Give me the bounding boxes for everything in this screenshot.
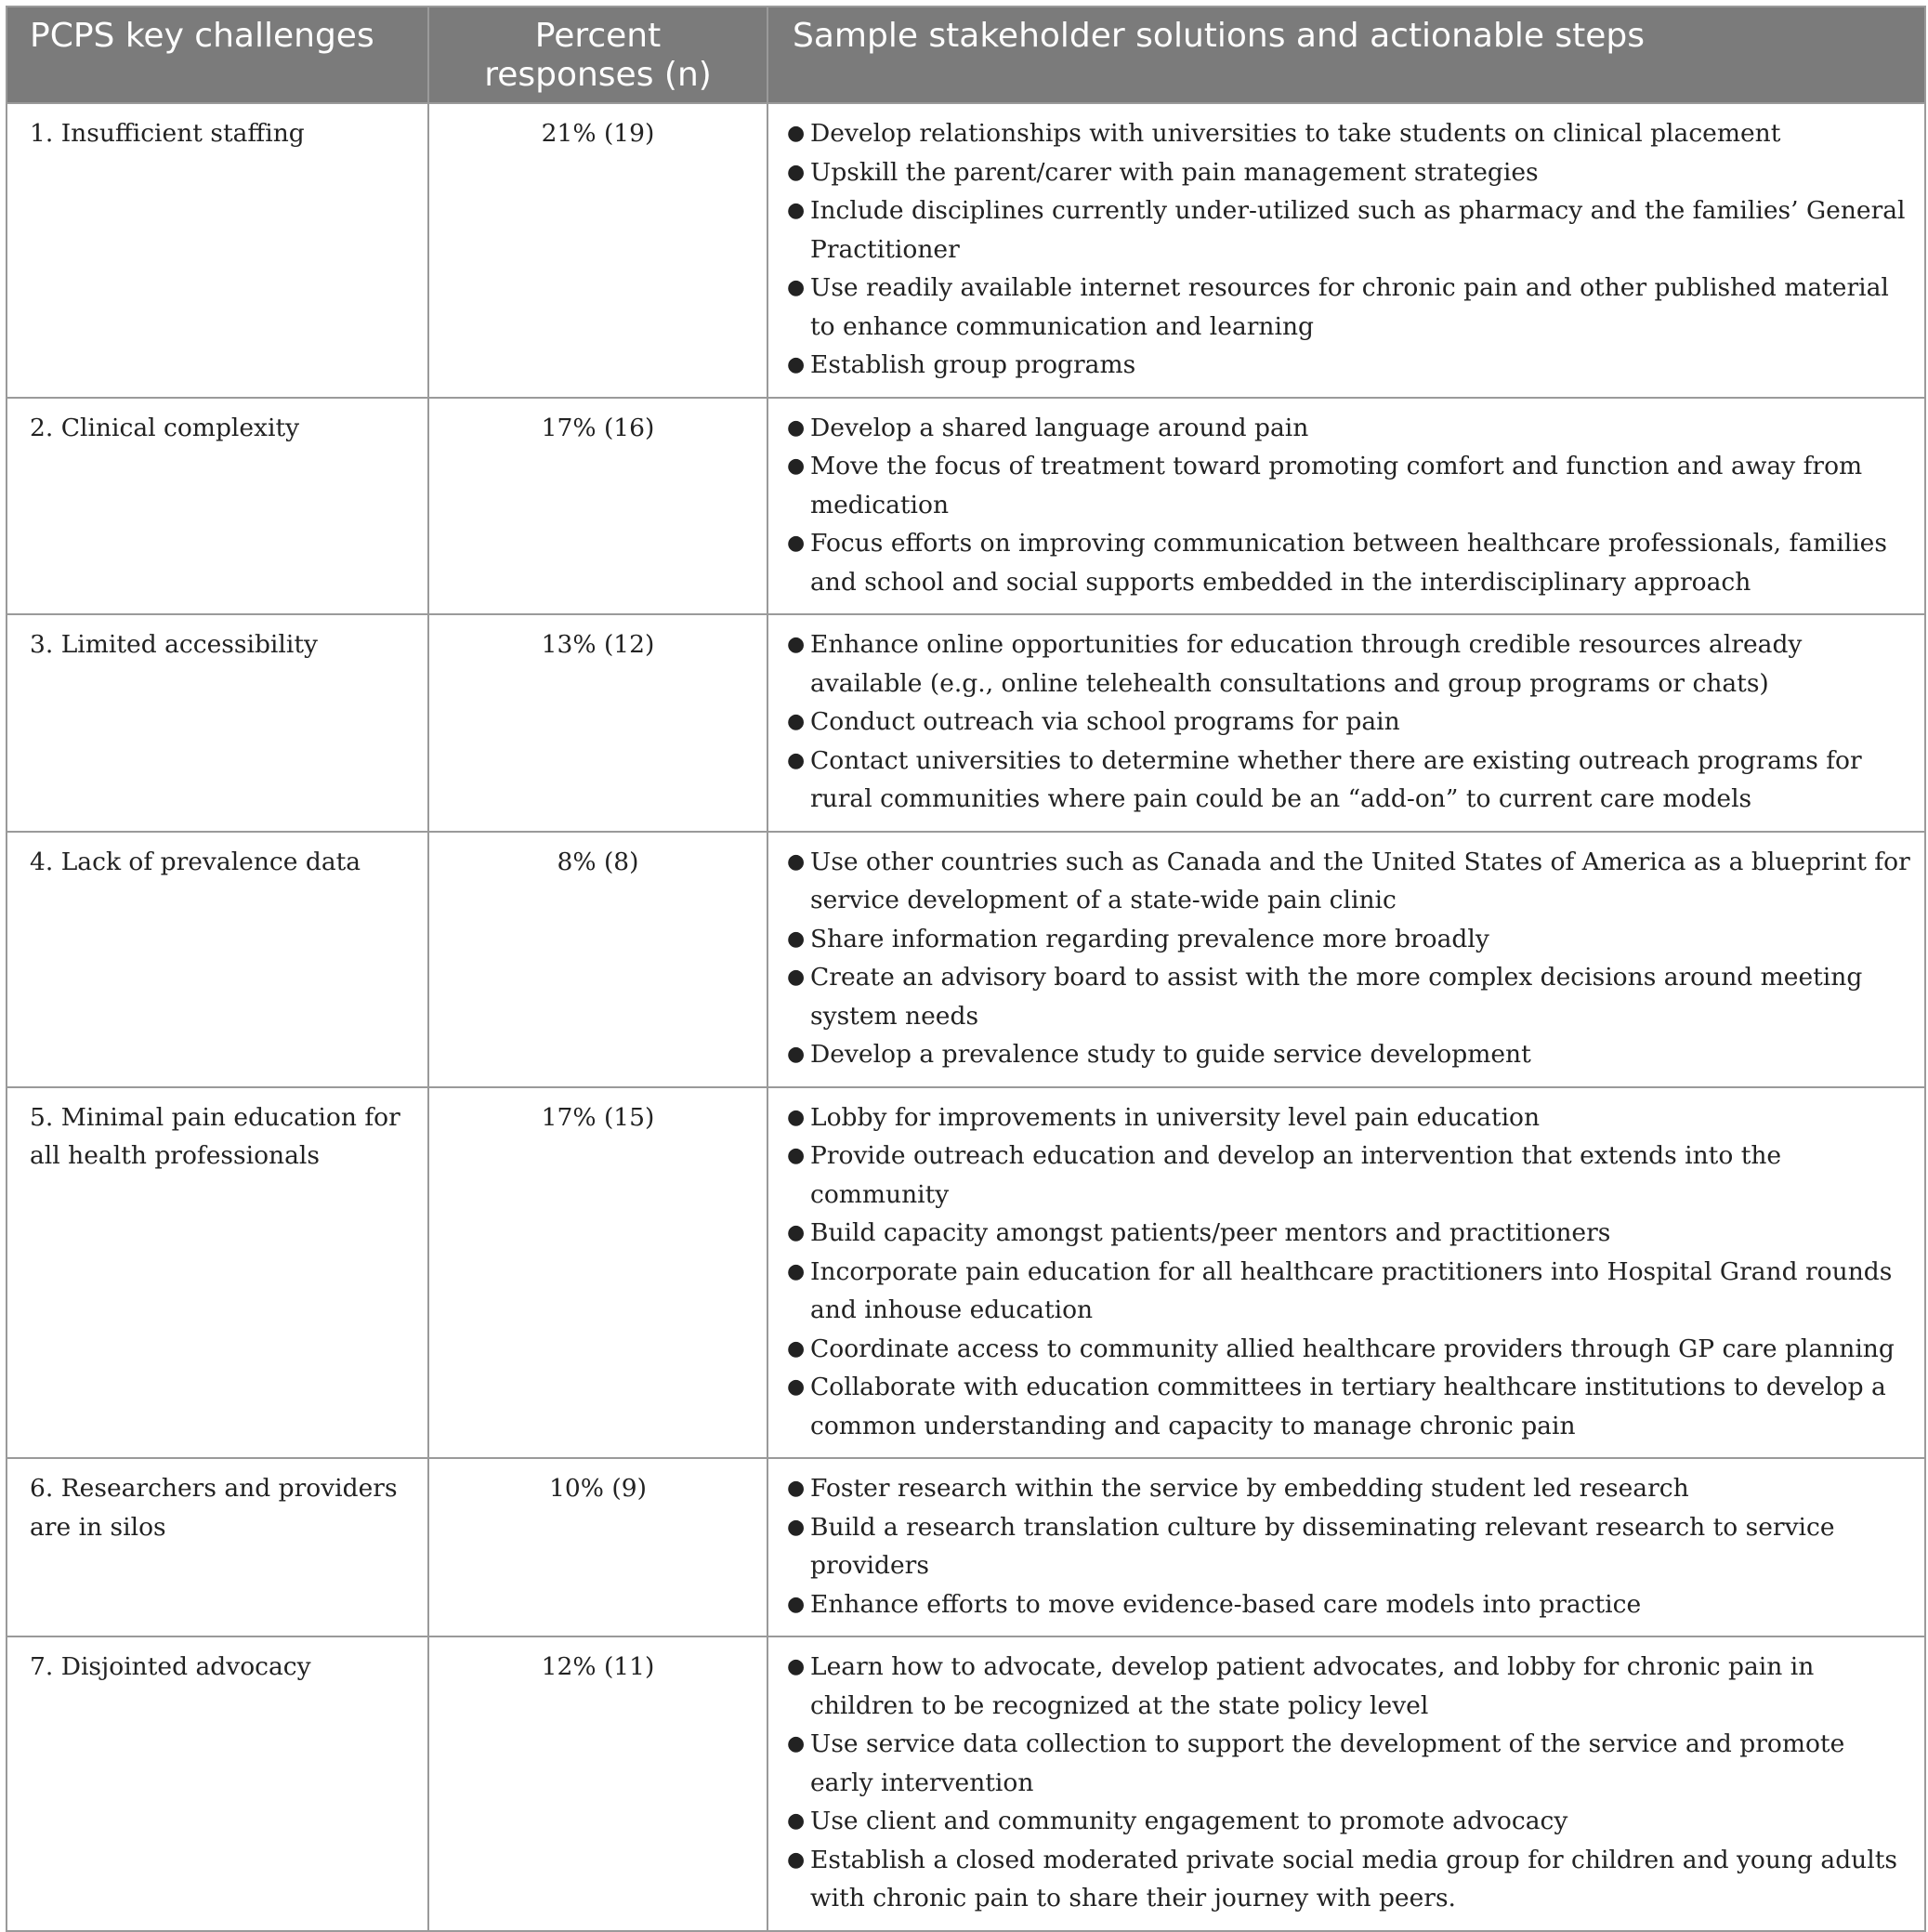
percent-cell: 13% (12) <box>428 614 767 832</box>
solution-text: Include disciplines currently under-utilized such as pharmacy and the families’ General Practitioner <box>810 196 1906 264</box>
solutions-list <box>785 1469 1911 1623</box>
list-item <box>785 1137 1911 1214</box>
list-item <box>785 153 1911 192</box>
solution-text: Learn how to advocate, develop patient advocates, and lobby for chronic pain in children to be recognized at the state policy level <box>810 1652 1815 1720</box>
header-percent: Percent responses (n) <box>428 7 767 103</box>
list-item <box>785 409 1911 448</box>
list-item <box>785 1330 1911 1369</box>
bullet-icon: ● <box>787 710 806 733</box>
solutions-cell <box>767 103 1925 398</box>
list-item <box>785 1469 1911 1508</box>
solution-text: Create an advisory board to assist with the more complex decisions around meeting system needs <box>810 963 1863 1031</box>
list-item <box>785 742 1911 819</box>
list-item <box>785 920 1911 959</box>
solution-text: Lobby for improvements in university level pain education <box>810 1102 1541 1132</box>
solution-text: Contact universities to determine whether there are existing outreach programs for rural communities where pain could be an “add-on” to current care models <box>810 745 1862 813</box>
table-row <box>7 398 1925 615</box>
bullet-icon: ● <box>787 966 806 989</box>
solutions-list <box>785 625 1911 819</box>
solutions-list <box>785 409 1911 602</box>
solution-text: Establish group programs <box>810 350 1136 379</box>
list-item <box>785 1035 1911 1074</box>
list-item <box>785 346 1911 385</box>
challenge-cell: 1. Insufficient staffing <box>7 103 428 398</box>
solutions-cell <box>767 398 1925 615</box>
bullet-icon: ● <box>787 1847 806 1872</box>
bullet-icon: ● <box>787 1221 806 1244</box>
bullet-icon: ● <box>787 454 806 478</box>
solutions-list <box>785 843 1911 1074</box>
bullet-icon: ● <box>787 122 806 145</box>
table-row <box>7 103 1925 398</box>
list-item <box>785 1585 1911 1624</box>
solutions-cell <box>767 1636 1925 1931</box>
bullet-icon: ● <box>787 1655 806 1678</box>
solutions-cell <box>767 832 1925 1087</box>
header-solutions: Sample stakeholder solutions and actionable steps <box>767 7 1925 103</box>
list-item <box>785 1841 1911 1918</box>
solution-text: Focus efforts on improving communication between healthcare professionals, families and school and social supports embedded in the interdisciplinary approach <box>810 529 1887 597</box>
solution-text: Coordinate access to community allied healthcare providers through GP care planning <box>810 1334 1895 1363</box>
percent-cell: 12% (11) <box>428 1636 767 1931</box>
challenge-cell: 4. Lack of prevalence data <box>7 832 428 1087</box>
list-item <box>785 1098 1911 1137</box>
table-header-row <box>7 7 1925 103</box>
bullet-icon: ● <box>787 1375 806 1399</box>
list-item <box>785 958 1911 1035</box>
percent-cell: 17% (16) <box>428 398 767 615</box>
table-row <box>7 1087 1925 1459</box>
challenge-cell: 6. Researchers and providers are in silos <box>7 1458 428 1636</box>
list-item <box>785 1253 1911 1330</box>
solution-text: Build a research translation culture by disseminating relevant research to service providers <box>810 1512 1835 1580</box>
percent-cell: 17% (15) <box>428 1087 767 1459</box>
bullet-icon: ● <box>787 1105 806 1129</box>
list-item <box>785 625 1911 703</box>
solutions-cell <box>767 1458 1925 1636</box>
solution-text: Foster research within the service by embedding student led research <box>810 1474 1689 1503</box>
list-item <box>785 269 1911 346</box>
bullet-icon: ● <box>787 1592 806 1616</box>
solution-text: Incorporate pain education for all healthcare practitioners into Hospital Grand rounds and inhouse education <box>810 1256 1893 1324</box>
percent-cell: 21% (19) <box>428 103 767 398</box>
solutions-list <box>785 1098 1911 1446</box>
bullet-icon: ● <box>787 532 806 555</box>
table-row <box>7 1636 1925 1931</box>
solution-text: Build capacity amongst patients/peer mentors and practitioners <box>810 1218 1611 1247</box>
bullet-icon: ● <box>787 160 806 184</box>
list-item <box>785 703 1911 742</box>
challenge-cell: 2. Clinical complexity <box>7 398 428 615</box>
percent-cell: 8% (8) <box>428 832 767 1087</box>
list-item <box>785 1802 1911 1841</box>
challenges-table <box>6 6 1926 1932</box>
list-item <box>785 524 1911 601</box>
table-row <box>7 832 1925 1087</box>
solution-text: Use client and community engagement to promote advocacy <box>810 1807 1568 1835</box>
header-challenges: PCPS key challenges <box>7 7 428 103</box>
bullet-icon: ● <box>787 1336 806 1360</box>
solution-text: Develop a prevalence study to guide service development <box>810 1040 1531 1069</box>
bullet-icon: ● <box>787 415 806 440</box>
list-item <box>785 1368 1911 1445</box>
solution-text: Collaborate with education committees in tertiary healthcare institutions to develop a common understanding and capacity to manage chronic pain <box>810 1373 1886 1440</box>
solution-text: Conduct outreach via school programs for pain <box>810 707 1400 736</box>
bullet-icon: ● <box>787 1732 806 1755</box>
solutions-list <box>785 114 1911 385</box>
list-item <box>785 1725 1911 1802</box>
bullet-icon: ● <box>787 276 806 299</box>
bullet-icon: ● <box>787 199 806 222</box>
list-item <box>785 114 1911 153</box>
solution-text: Provide outreach education and develop an intervention that extends into the community <box>810 1141 1782 1209</box>
solution-text: Use other countries such as Canada and the United States of America as a blueprint for service development of a state-wide pain clinic <box>810 847 1910 914</box>
solution-text: Use service data collection to support the development of the service and promote early intervention <box>810 1729 1845 1797</box>
bullet-icon: ● <box>787 1144 806 1167</box>
solution-text: Enhance efforts to move evidence-based care models into practice <box>810 1589 1642 1619</box>
list-item <box>785 843 1911 920</box>
bullet-icon: ● <box>787 1809 806 1833</box>
bullet-icon: ● <box>787 1515 806 1539</box>
solutions-cell <box>767 1087 1925 1459</box>
bullet-icon: ● <box>787 1477 806 1500</box>
challenge-cell: 5. Minimal pain education for all health professionals <box>7 1087 428 1459</box>
table-row <box>7 1458 1925 1636</box>
table-row <box>7 614 1925 832</box>
solution-text: Use readily available internet resources for chronic pain and other published material to enhance communication and learning <box>810 273 1889 341</box>
list-item <box>785 447 1911 524</box>
solutions-cell <box>767 614 1925 832</box>
bullet-icon: ● <box>787 1259 806 1283</box>
list-item <box>785 1648 1911 1725</box>
list-item <box>785 1508 1911 1585</box>
list-item <box>785 191 1911 269</box>
solution-text: Develop relationships with universities to take students on clinical placement <box>810 119 1781 148</box>
solutions-list <box>785 1648 1911 1918</box>
table-body <box>7 103 1925 1931</box>
solution-text: Establish a closed moderated private social media group for children and young adults with chronic pain to share their journey with peers. <box>810 1845 1897 1912</box>
bullet-icon: ● <box>787 927 806 951</box>
percent-cell: 10% (9) <box>428 1458 767 1636</box>
solution-text: Enhance online opportunities for education through credible resources already available (e.g., online telehealth consultations and group programs or chats) <box>810 630 1803 698</box>
challenge-cell: 3. Limited accessibility <box>7 614 428 832</box>
bullet-icon: ● <box>787 353 806 376</box>
bullet-icon: ● <box>787 748 806 772</box>
bullet-icon: ● <box>787 849 806 874</box>
solution-text: Share information regarding prevalence more broadly <box>810 924 1489 953</box>
list-item <box>785 1214 1911 1253</box>
bullet-icon: ● <box>787 633 806 656</box>
solution-text: Upskill the parent/carer with pain management strategies <box>810 157 1539 187</box>
challenge-cell: 7. Disjointed advocacy <box>7 1636 428 1931</box>
solution-text: Develop a shared language around pain <box>810 413 1309 442</box>
bullet-icon: ● <box>787 1043 806 1066</box>
solution-text: Move the focus of treatment toward promoting comfort and function and away from medication <box>810 452 1863 519</box>
